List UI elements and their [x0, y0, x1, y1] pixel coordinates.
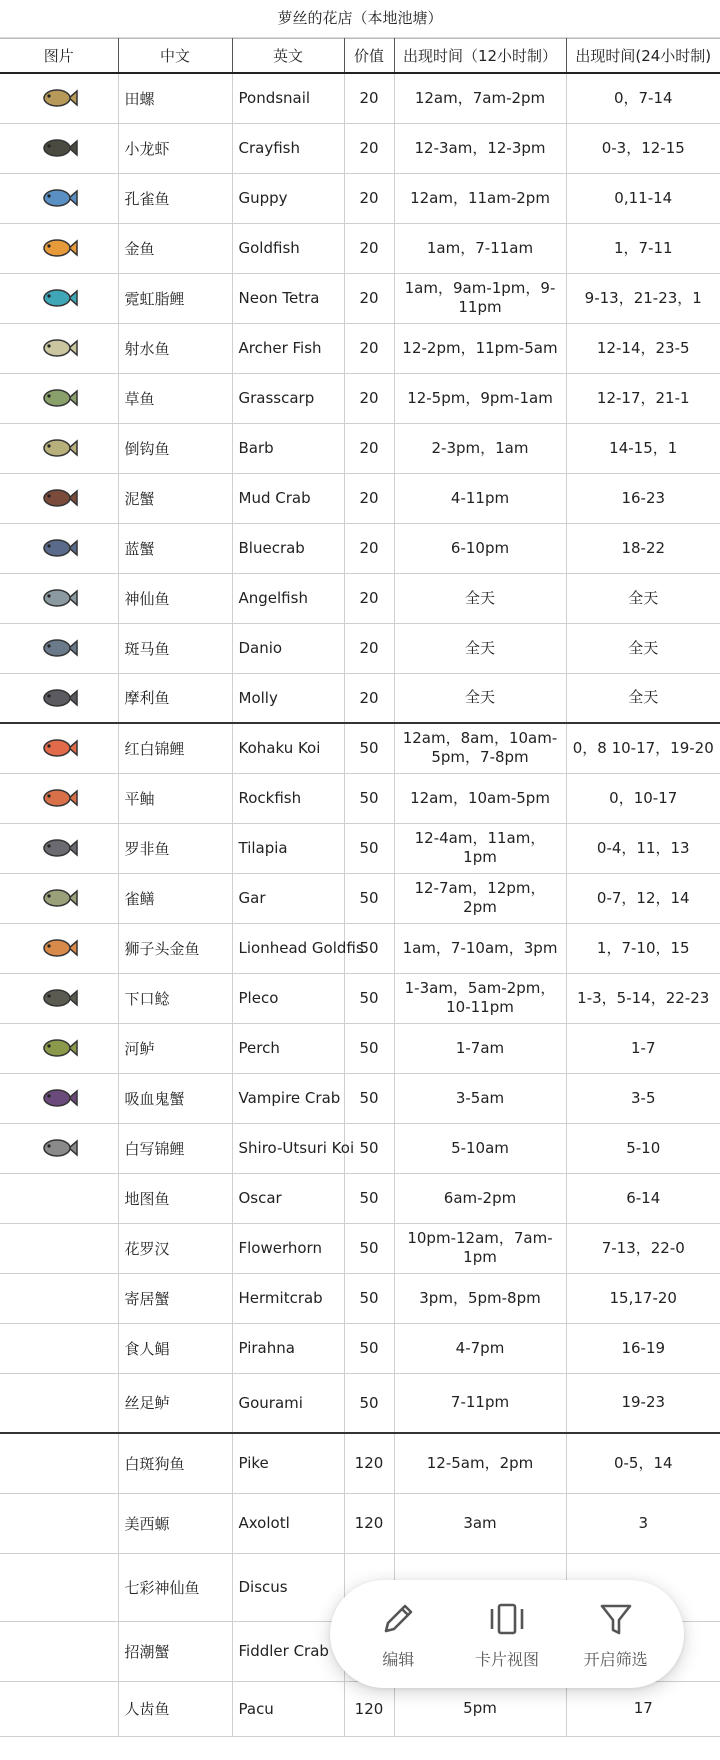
cell-time12: 5pm: [394, 1681, 566, 1736]
table-row[interactable]: [0, 523, 720, 573]
cell-pic: [0, 1173, 118, 1223]
cell-pic: [0, 1553, 118, 1621]
vampire-crab-icon: [39, 1082, 79, 1114]
cell-value: 50: [344, 1073, 394, 1123]
cell-time24: 16-23: [566, 473, 720, 523]
cell-en: Pondsnail: [232, 73, 344, 123]
table-row[interactable]: [0, 1073, 720, 1123]
cell-time12: 1-3am，5am-2pm，10-11pm: [394, 973, 566, 1023]
cell-en: Molly: [232, 673, 344, 723]
table-header-row: [0, 39, 720, 74]
cell-en: Hermitcrab: [232, 1273, 344, 1323]
crayfish-icon: [39, 132, 79, 164]
cell-value: 20: [344, 623, 394, 673]
cell-en: Pirahna: [232, 1323, 344, 1373]
table-row[interactable]: [0, 473, 720, 523]
cell-pic: [0, 823, 118, 873]
cell-en: Archer Fish: [232, 323, 344, 373]
cell-time12: 12am，7am-2pm: [394, 73, 566, 123]
cell-time24: 1，7-11: [566, 223, 720, 273]
cell-value: 50: [344, 1323, 394, 1373]
cell-time12: 3am: [394, 1493, 566, 1553]
cell-time12: 5-10am: [394, 1123, 566, 1173]
cell-value: 50: [344, 973, 394, 1023]
card-view-icon: [487, 1599, 527, 1639]
cell-en: Neon Tetra: [232, 273, 344, 323]
cell-en: Bluecrab: [232, 523, 344, 573]
cell-value: 50: [344, 873, 394, 923]
cell-en: Angelfish: [232, 573, 344, 623]
cell-pic: [0, 1073, 118, 1123]
table-row[interactable]: [0, 173, 720, 223]
cell-cn: 泥蟹: [118, 473, 232, 523]
cell-time24: 17: [566, 1681, 720, 1736]
rockfish-icon: [39, 782, 79, 814]
cell-en: Barb: [232, 423, 344, 473]
column-header-pic[interactable]: 图片: [0, 39, 118, 74]
cell-value: 20: [344, 323, 394, 373]
floating-toolbar: [330, 1580, 684, 1688]
cell-time24: 3: [566, 1493, 720, 1553]
table-row[interactable]: [0, 1223, 720, 1273]
cell-value: 20: [344, 473, 394, 523]
table-row[interactable]: [0, 1433, 720, 1493]
column-header-cn[interactable]: 中文: [118, 39, 232, 74]
table-row[interactable]: [0, 1681, 720, 1736]
cell-value: 20: [344, 673, 394, 723]
table-row[interactable]: [0, 1123, 720, 1173]
table-row[interactable]: [0, 273, 720, 323]
cell-en: Discus: [232, 1553, 344, 1621]
cell-time24: 0，8 10-17，19-20: [566, 723, 720, 773]
cell-time12: 6-10pm: [394, 523, 566, 573]
cell-value: 50: [344, 1223, 394, 1273]
cell-time24: 19-23: [566, 1373, 720, 1433]
cell-time12: 10pm-12am，7am-1pm: [394, 1223, 566, 1273]
cell-value: 120: [344, 1433, 394, 1493]
cell-en: Tilapia: [232, 823, 344, 873]
shiro-utsuri-koi-icon: [39, 1132, 79, 1164]
cell-pic: [0, 223, 118, 273]
cell-time12: 12-7am，12pm，2pm: [394, 873, 566, 923]
table-row[interactable]: [0, 873, 720, 923]
filter-button[interactable]: [566, 1599, 666, 1670]
cell-time12: 4-7pm: [394, 1323, 566, 1373]
table-row[interactable]: [0, 623, 720, 673]
cell-cn: 蓝蟹: [118, 523, 232, 573]
cell-pic: [0, 723, 118, 773]
cell-time12: 12-2pm，11pm-5am: [394, 323, 566, 373]
cell-pic: [0, 1223, 118, 1273]
cell-pic: [0, 473, 118, 523]
cell-cn: 摩利鱼: [118, 673, 232, 723]
pencil-icon: [378, 1599, 418, 1639]
cell-time12: 12-4am，11am，1pm: [394, 823, 566, 873]
card-view-button[interactable]: [457, 1599, 557, 1670]
cell-pic: [0, 923, 118, 973]
cell-cn: 罗非鱼: [118, 823, 232, 873]
cell-cn: 孔雀鱼: [118, 173, 232, 223]
cell-time12: 12-5pm，9pm-1am: [394, 373, 566, 423]
table-row[interactable]: [0, 1273, 720, 1323]
cell-value: 20: [344, 373, 394, 423]
column-header-en[interactable]: 英文: [232, 39, 344, 74]
cell-en: Grasscarp: [232, 373, 344, 423]
cell-time24: 16-19: [566, 1323, 720, 1373]
table-row[interactable]: [0, 573, 720, 623]
cell-time24: 1-7: [566, 1023, 720, 1073]
cell-pic: [0, 373, 118, 423]
cell-en: Flowerhorn: [232, 1223, 344, 1273]
cell-time24: 0，7-14: [566, 73, 720, 123]
table-row[interactable]: [0, 973, 720, 1023]
cell-time24: 0-5，14: [566, 1433, 720, 1493]
perch-icon: [39, 1032, 79, 1064]
cell-pic: [0, 1323, 118, 1373]
column-header-value[interactable]: 价值: [344, 39, 394, 74]
cell-time12: 1am，7-10am，3pm: [394, 923, 566, 973]
cell-value: 20: [344, 123, 394, 173]
cell-cn: 金鱼: [118, 223, 232, 273]
guppy-icon: [39, 182, 79, 214]
cell-time12: 3pm，5pm-8pm: [394, 1273, 566, 1323]
cell-time24: 14-15，1: [566, 423, 720, 473]
cell-time24: 3-5: [566, 1073, 720, 1123]
cell-en: Gar: [232, 873, 344, 923]
cell-en: Axolotl: [232, 1493, 344, 1553]
cell-cn: 七彩神仙鱼: [118, 1553, 232, 1621]
cell-time12: 3-5am: [394, 1073, 566, 1123]
table-row[interactable]: [0, 923, 720, 973]
filter-label: 开启筛选: [583, 1649, 648, 1669]
cell-en: Lionhead Goldfis: [232, 923, 344, 973]
cell-en: Guppy: [232, 173, 344, 223]
cell-time24: 0-7，12，14: [566, 873, 720, 923]
cell-en: Rockfish: [232, 773, 344, 823]
table-row[interactable]: [0, 423, 720, 473]
cell-time24: 9-13，21-23，1: [566, 273, 720, 323]
cell-time24: 全天: [566, 573, 720, 623]
cell-time12: 全天: [394, 573, 566, 623]
danio-icon: [39, 632, 79, 664]
cell-pic: [0, 623, 118, 673]
barb-icon: [39, 432, 79, 464]
cell-en: Pike: [232, 1433, 344, 1493]
pleco-icon: [39, 982, 79, 1014]
cell-en: Danio: [232, 623, 344, 673]
cell-pic: [0, 1123, 118, 1173]
cell-time24: 15,17-20: [566, 1273, 720, 1323]
cell-value: 20: [344, 173, 394, 223]
cell-time24: 0,11-14: [566, 173, 720, 223]
cell-pic: [0, 423, 118, 473]
cell-value: 50: [344, 773, 394, 823]
snail-icon: [39, 82, 79, 114]
grasscarp-icon: [39, 382, 79, 414]
cell-en: Gourami: [232, 1373, 344, 1433]
cell-time24: 12-17，21-1: [566, 373, 720, 423]
filter-icon: [596, 1599, 636, 1639]
cell-value: 20: [344, 73, 394, 123]
table-row[interactable]: [0, 1493, 720, 1553]
cell-time24: 6-14: [566, 1173, 720, 1223]
cell-time24: 18-22: [566, 523, 720, 573]
cell-value: 20: [344, 423, 394, 473]
cell-cn: 斑马鱼: [118, 623, 232, 673]
table-row[interactable]: [0, 1023, 720, 1073]
cell-pic: [0, 523, 118, 573]
table-row[interactable]: [0, 823, 720, 873]
cell-value: 20: [344, 273, 394, 323]
cell-time24: 12-14，23-5: [566, 323, 720, 373]
cell-time24: 7-13，22-0: [566, 1223, 720, 1273]
cell-pic: [0, 1273, 118, 1323]
column-header-time24[interactable]: 出现时间(24小时制): [566, 39, 720, 74]
edit-label: 编辑: [382, 1649, 415, 1669]
cell-cn: 倒钩鱼: [118, 423, 232, 473]
cell-pic: [0, 1023, 118, 1073]
cell-value: 120: [344, 1493, 394, 1553]
cell-cn: 小龙虾: [118, 123, 232, 173]
cell-time24: 0-4，11，13: [566, 823, 720, 873]
cell-time12: 1am，9am-1pm，9-11pm: [394, 273, 566, 323]
cell-value: 20: [344, 223, 394, 273]
table-row[interactable]: [0, 773, 720, 823]
cell-pic: [0, 323, 118, 373]
cell-value: 50: [344, 1023, 394, 1073]
cell-time12: 12am，8am，10am-5pm，7-8pm: [394, 723, 566, 773]
cell-pic: [0, 123, 118, 173]
cell-value: 50: [344, 1123, 394, 1173]
cell-value: 20: [344, 573, 394, 623]
lionhead-goldfish-icon: [39, 932, 79, 964]
cell-time12: 1-7am: [394, 1023, 566, 1073]
gar-icon: [39, 882, 79, 914]
cell-en: Pacu: [232, 1681, 344, 1736]
column-header-time12[interactable]: 出现时间（12小时制）: [394, 39, 566, 74]
cell-cn: 红白锦鲤: [118, 723, 232, 773]
table-row[interactable]: [0, 723, 720, 773]
goldfish-icon: [39, 232, 79, 264]
edit-button[interactable]: [348, 1599, 448, 1670]
cell-pic: [0, 673, 118, 723]
table-row[interactable]: [0, 673, 720, 723]
cell-en: Fiddler Crab: [232, 1621, 344, 1681]
cell-value: 50: [344, 923, 394, 973]
table-row[interactable]: [0, 223, 720, 273]
cell-cn: 神仙鱼: [118, 573, 232, 623]
cell-value: 50: [344, 723, 394, 773]
cell-pic: [0, 1621, 118, 1681]
table-row[interactable]: [0, 373, 720, 423]
cell-cn: 霓虹脂鲤: [118, 273, 232, 323]
cell-pic: [0, 1433, 118, 1493]
cell-time12: 全天: [394, 673, 566, 723]
cell-en: Kohaku Koi: [232, 723, 344, 773]
cell-en: Perch: [232, 1023, 344, 1073]
fish-table: [0, 38, 720, 1737]
bluecrab-icon: [39, 532, 79, 564]
cell-cn: 吸血鬼蟹: [118, 1073, 232, 1123]
cell-en: Shiro-Utsuri Koi: [232, 1123, 344, 1173]
cell-pic: [0, 1373, 118, 1433]
cell-time24: 全天: [566, 673, 720, 723]
cell-time24: 0-3，12-15: [566, 123, 720, 173]
cell-en: Mud Crab: [232, 473, 344, 523]
table-row[interactable]: [0, 123, 720, 173]
cell-pic: [0, 73, 118, 123]
cell-pic: [0, 873, 118, 923]
cell-cn: 丝足鲈: [118, 1373, 232, 1433]
cell-cn: 地图鱼: [118, 1173, 232, 1223]
cell-cn: 食人鲳: [118, 1323, 232, 1373]
cell-cn: 下口鲶: [118, 973, 232, 1023]
cell-pic: [0, 573, 118, 623]
cell-en: Goldfish: [232, 223, 344, 273]
cell-cn: 平鲉: [118, 773, 232, 823]
cell-value: 120: [344, 1681, 394, 1736]
cell-pic: [0, 973, 118, 1023]
cell-cn: 白写锦鲤: [118, 1123, 232, 1173]
cell-time24: 1-3，5-14，22-23: [566, 973, 720, 1023]
cell-cn: 雀鳝: [118, 873, 232, 923]
table-row[interactable]: [0, 1173, 720, 1223]
cell-en: Oscar: [232, 1173, 344, 1223]
cell-cn: 草鱼: [118, 373, 232, 423]
neon-tetra-icon: [39, 282, 79, 314]
cell-cn: 狮子头金鱼: [118, 923, 232, 973]
cell-time12: 12am，10am-5pm: [394, 773, 566, 823]
cell-en: Vampire Crab: [232, 1073, 344, 1123]
cell-time12: 12am，11am-2pm: [394, 173, 566, 223]
cell-time12: 2-3pm，1am: [394, 423, 566, 473]
cell-cn: 美西螈: [118, 1493, 232, 1553]
cell-time12: 12-3am，12-3pm: [394, 123, 566, 173]
card-view-label: 卡片视图: [474, 1649, 539, 1669]
cell-en: Crayfish: [232, 123, 344, 173]
table-row[interactable]: [0, 1373, 720, 1433]
molly-icon: [39, 682, 79, 714]
cell-time24: 5-10: [566, 1123, 720, 1173]
cell-value: 50: [344, 1373, 394, 1433]
cell-cn: 射水鱼: [118, 323, 232, 373]
kohaku-koi-icon: [39, 732, 79, 764]
cell-time24: 0，10-17: [566, 773, 720, 823]
cell-value: 50: [344, 1173, 394, 1223]
cell-cn: 招潮蟹: [118, 1621, 232, 1681]
cell-cn: 河鲈: [118, 1023, 232, 1073]
cell-en: Pleco: [232, 973, 344, 1023]
cell-cn: 人齿鱼: [118, 1681, 232, 1736]
cell-cn: 寄居蟹: [118, 1273, 232, 1323]
cell-pic: [0, 1493, 118, 1553]
table-row[interactable]: [0, 1323, 720, 1373]
cell-time12: 12-5am，2pm: [394, 1433, 566, 1493]
table-row[interactable]: [0, 73, 720, 123]
cell-time12: 1am，7-11am: [394, 223, 566, 273]
sheet-title: 萝丝的花店（本地池塘）: [0, 0, 720, 38]
table-row[interactable]: [0, 323, 720, 373]
cell-cn: 白斑狗鱼: [118, 1433, 232, 1493]
mud-crab-icon: [39, 482, 79, 514]
cell-pic: [0, 173, 118, 223]
cell-pic: [0, 773, 118, 823]
cell-time12: 6am-2pm: [394, 1173, 566, 1223]
cell-pic: [0, 273, 118, 323]
tilapia-icon: [39, 832, 79, 864]
angelfish-icon: [39, 582, 79, 614]
cell-pic: [0, 1681, 118, 1736]
cell-cn: 花罗汉: [118, 1223, 232, 1273]
cell-time12: 7-11pm: [394, 1373, 566, 1433]
cell-value: 50: [344, 1273, 394, 1323]
archer-fish-icon: [39, 332, 79, 364]
cell-time24: 1，7-10，15: [566, 923, 720, 973]
cell-time24: 全天: [566, 623, 720, 673]
cell-value: 50: [344, 823, 394, 873]
cell-value: 20: [344, 523, 394, 573]
cell-time12: 4-11pm: [394, 473, 566, 523]
cell-time12: 全天: [394, 623, 566, 673]
cell-cn: 田螺: [118, 73, 232, 123]
